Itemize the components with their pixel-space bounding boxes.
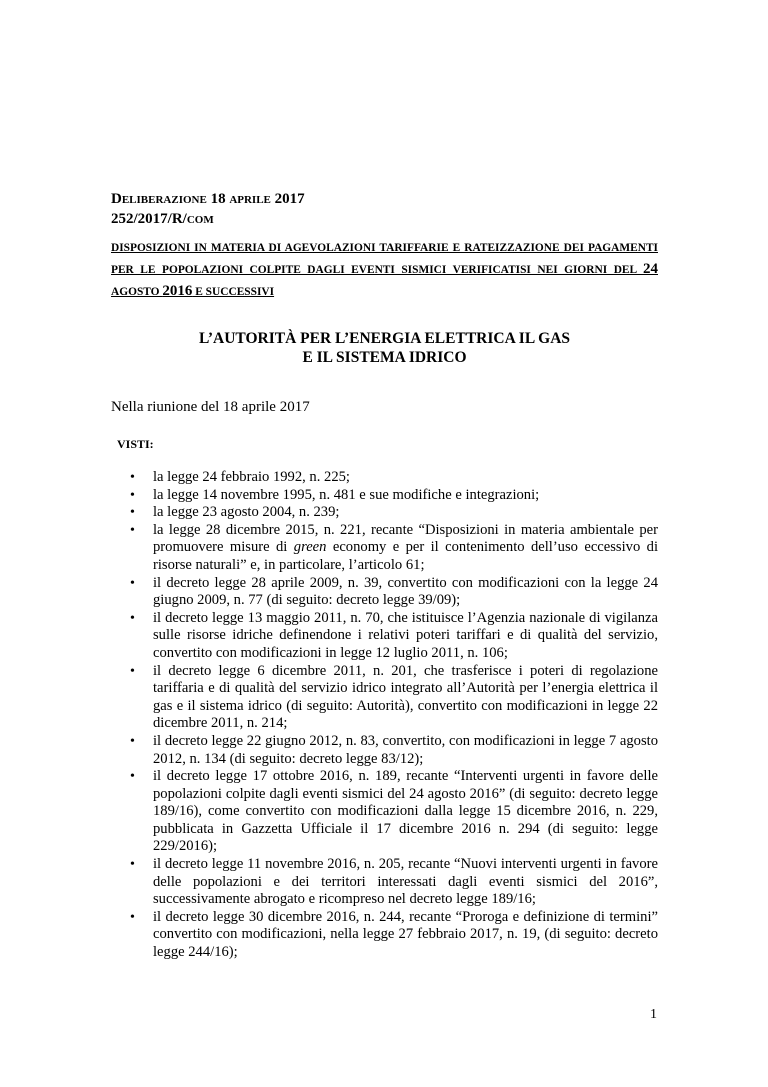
list-item-text: la legge 23 agosto 2004, n. 239; (153, 504, 340, 521)
page-number: 1 (650, 1007, 657, 1022)
authority-line-2: E IL SISTEMA IDRICO (302, 349, 467, 366)
list-item-text: il decreto legge 30 dicembre 2016, n. 244, recante “Proroga e definizione di termini” convertito con modificazioni, nella legge 27 febbraio 2017, n. 19, (di seguito: decreto legge 244/16); (153, 908, 658, 961)
list-item (111, 469, 658, 487)
bullet-icon: • (130, 909, 135, 925)
authority-heading (111, 329, 658, 367)
bullet-icon: • (130, 663, 135, 679)
list-item-text: il decreto legge 17 ottobre 2016, n. 189, recante “Interventi urgenti in favore delle popolazioni colpite dagli eventi sismici del 24 agosto 2016” (di seguito: decreto legge 189/16), come convertito con modificazioni dalla legge 15 dicembre 2016, n. 229, pubblicata in Gazzetta Ufficiale il 17 dicembre 2016 n. 294 (di seguito: legge 229/2016); (153, 768, 658, 855)
list-item (111, 909, 658, 962)
bullet-icon: • (130, 522, 135, 538)
bullet-icon: • (130, 505, 135, 521)
legal-references-list (111, 469, 658, 962)
list-item-text: la legge 28 dicembre 2015, n. 221, recante “Disposizioni in materia ambientale per promuovere misure di (153, 521, 658, 556)
bullet-icon: • (130, 857, 135, 873)
list-item (111, 610, 658, 663)
list-item (111, 856, 658, 909)
list-item (111, 487, 658, 505)
list-item-text: il decreto legge 22 giugno 2012, n. 83, convertito, con modificazioni in legge 7 agosto 2012, n. 134 (di seguito: decreto legge 83/12); (153, 732, 658, 767)
deliberation-title: DELIBERAZIONE 18 APRILE 2017 (111, 191, 305, 207)
list-item-text: il decreto legge 13 maggio 2011, n. 70, che istituisce l’Agenzia nazionale di vigilanza sulle risorse idriche definendone i relativi poteri tariffari e di qualità del servizio, convertito con modificazioni in legge 12 luglio 2011, n. 106; (153, 609, 658, 661)
list-item-text: economy e per il contenimento dell’uso eccessivo di risorse naturali” e, in particolare, l’articolo 61; (153, 539, 659, 573)
deliberation-subject: DISPOSIZIONI IN MATERIA DI AGEVOLAZIONI TARIFFARIE E RATEIZZAZIONE DEI PAGAMENTI PER LE POPOLAZIONI COLPITE DAGLI EVENTI SISMICI VERIFICATISI NEI GIORNI DEL 24 AGOSTO 2016 E SUCCESSIVI (111, 242, 658, 299)
authority-line-1: L’AUTORITÀ PER L’ENERGIA ELETTRICA IL GAS (198, 330, 571, 347)
meeting-date: Nella riunione del 18 aprile 2017 (111, 399, 310, 415)
list-item (111, 504, 658, 522)
list-item (111, 663, 658, 733)
bullet-icon: • (130, 575, 135, 591)
bullet-icon: • (130, 487, 135, 503)
deliberation-header (111, 190, 305, 230)
list-item-text: il decreto legge 28 aprile 2009, n. 39, convertito con modificazioni con la legge 24 giugno 2009, n. 77 (di seguito: decreto legge 39/09); (153, 574, 658, 609)
list-item-italic-text: green (293, 539, 327, 556)
list-item-text: il decreto legge 11 novembre 2016, n. 205, recante “Nuovi interventi urgenti in favore delle popolazioni e dei territori interessati dagli eventi sismici del 2016”, successivamente abrogato e ricompreso nel decreto legge 189/16; (153, 856, 658, 908)
list-item (111, 768, 658, 856)
list-item-text: la legge 24 febbraio 1992, n. 225; (153, 469, 350, 485)
list-item (111, 733, 658, 768)
bullet-icon: • (130, 610, 135, 626)
visti-heading: VISTI: (117, 437, 154, 451)
bullet-icon: • (130, 769, 135, 785)
list-item-text: il decreto legge 6 dicembre 2011, n. 201, che trasferisce i poteri di regolazione tariffaria e di qualità del servizio idrico integrato all’Autorità per l’energia elettrica il gas e il sistema idrico (di seguito: Autorità), convertito con modificazioni in legge 22 dicembre 2011, n. 214; (153, 662, 658, 732)
list-item (111, 575, 658, 610)
bullet-icon: • (130, 733, 135, 749)
list-item-text: la legge 14 novembre 1995, n. 481 e sue modifiche e integrazioni; (153, 486, 540, 503)
list-item (111, 522, 658, 575)
deliberation-code: 252/2017/R/COM (111, 211, 214, 227)
bullet-icon: • (130, 470, 135, 485)
